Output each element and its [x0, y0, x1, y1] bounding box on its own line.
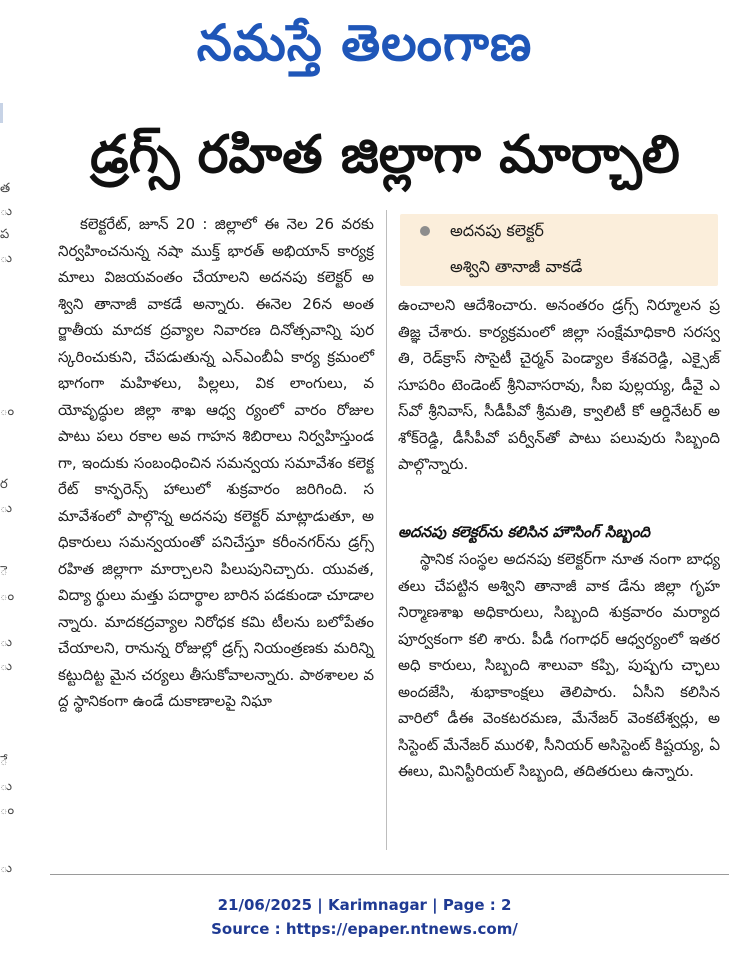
- article-right-column-bottom: [398, 546, 720, 856]
- callout-title: అదనపు కలెక్టర్: [450, 221, 544, 240]
- edge-mark: ు: [0, 204, 13, 219]
- newspaper-masthead: నమస్తే తెలంగాణ: [196, 14, 533, 72]
- edge-mark: ు: [0, 861, 13, 876]
- bullet-icon: [420, 226, 430, 236]
- article-paragraph: ఉంచాలని ఆదేశించారు. అనంతరం డ్రగ్స్ నిర్మూలన ప్రతిజ్ఞ చేశారు. కార్యక్రమంలో జిల్లా సంక్షేమాధికారి సరస్వతి, రెడ్‌క్రాస్ సొసైటీ చైర్మన్ పెండ్యాల కేశవరెడ్డి, ఎక్సైజ్ సూపరిం టెండెంట్ శ్రీనివాసరావు, సీఐ పుల్లయ్య, డీవై ఎస్‌వో శ్రీనివాస్, సీడీపీవో శ్రీమతి, క్వాలిటీ కో ఆర్డినేటర్ అశోక్‌రెడ్డి, డీసీపీవో పర్వీన్‌తో పాటు పలువురు సిబ్బంది పాల్గొన్నారు.: [398, 296, 720, 473]
- footer-rule: [50, 874, 729, 875]
- callout-name: అశ్విని తానాజీ వాకడే: [450, 257, 583, 276]
- footer-source: Source : https://epaper.ntnews.com/: [211, 920, 518, 938]
- edge-mark: ం: [0, 589, 15, 604]
- article-right-column-top: [398, 292, 720, 512]
- article-paragraph: స్థానిక సంస్థల అదనపు కలెక్టర్‌గా నూత నంగా బాధ్యతలు చేపట్టిన అశ్విని తానాజీ వాక డేను జిల్లా గృహ నిర్మాణశాఖ అధికారులు, సిబ్బంది శుక్రవారం మర్యాదపూర్వకంగా కలి శారు. పీడీ గంగాధర్ ఆధ్వర్యంలో ఇతర అధి కారులు, సిబ్బంది శాలువా కప్పి, పుష్పగు చ్ఛాలు అందజేసి, శుభాకాంక్షలు తెలిపారు. ఏసీని కలిసిన వారిలో డీఈ వెంకటరమణ, మేనేజర్ వెంకటేశ్వర్లు, అసిస్టెంట్ మేనేజర్ మురళి, సీనియర్ అసిస్టెంట్ కిష్టయ్య, ఏఈలు, మినిస్టీరియల్ సిబ్బంది, తదితరులు ఉన్నారు.: [398, 550, 720, 780]
- edge-mark: ు: [0, 779, 13, 794]
- edge-mark: ు: [0, 659, 13, 674]
- left-edge-rule: [0, 103, 3, 123]
- edge-mark: ర: [0, 477, 8, 492]
- callout-box: [400, 214, 718, 286]
- edge-mark: ు: [0, 251, 13, 266]
- edge-mark: ం: [0, 404, 15, 419]
- article-left-column: [58, 211, 374, 841]
- column-divider: [386, 210, 387, 850]
- article-paragraph: కలెక్టరేట్, జూన్ 20 : జిల్లాలో ఈ నెల 26 వరకు నిర్వహించనున్న నషా ముక్త్ భారత్ అభియాన్ కార్యక్రమాలు విజయవంతం చేయాలని అదనపు కలెక్టర్ అశ్విని తానాజీ వాకడే అన్నారు. ఈనెల 26న అంతర్జాతీయ మాదక ద్రవ్యాల నివారణ దినోత్సవాన్ని పుర స్కరించుకుని, చేపడుతున్న ఎన్ఎంబీఏ కార్య క్రమంలో భాగంగా మహిళలు, పిల్లలు, విక లాంగులు, వయోవృద్ధుల జిల్లా శాఖ ఆధ్వ ర్యంలో వారం రోజుల పాటు పలు రకాల అవ గాహన శిబిరాలు నిర్వహిస్తుండగా, ఇందుకు సంబంధించిన సమన్వయ సమావేశం కలెక్ట రేట్ కాన్ఫరెన్స్ హాలులో శుక్రవారం జరిగింది. సమావేశంలో పాల్గొన్న అదనపు కలెక్టర్ మాట్లాడుతూ, అధికారులు సమన్వయంతో పనిచేస్తూ కరీంనగర్‌ను డ్రగ్స్ రహిత జిల్లాగా మార్చాలని పిలుపునిచ్చారు. యువత, విద్యా ర్థులు మత్తు పదార్థాల బారిన పడకుండా చూడాలన్నారు. మాదకద్రవ్యాల నిరోధక కమి టీలను బలోపేతం చేయాలని, రానున్న రోజుల్లో డ్రగ్స్ నియంత్రణకు మరిన్ని కట్టుదిట్ట మైన చర్యలు తీసుకోవాలన్నారు. పాఠశాలల వద్ద స్థానికంగా ఉండే దుకాణాలపై నిఘా: [58, 215, 374, 710]
- edge-mark: ప: [0, 227, 10, 242]
- edge-mark: ే: [0, 754, 8, 769]
- edge-mark: ం: [0, 803, 15, 818]
- edge-mark: ు: [0, 501, 13, 516]
- edge-mark: ె: [0, 564, 8, 579]
- edge-mark: ు: [0, 635, 13, 650]
- article-subheading: అదనపు కలెక్టర్‌ను కలిసిన హౌసింగ్ సిబ్బంది: [398, 523, 650, 541]
- article-headline: డ్రగ్స్ రహిత జిల్లాగా మార్చాలి: [90, 125, 680, 185]
- footer-dateline: 21/06/2025 | Karimnagar | Page : 2: [217, 896, 512, 914]
- edge-mark: త: [0, 181, 11, 196]
